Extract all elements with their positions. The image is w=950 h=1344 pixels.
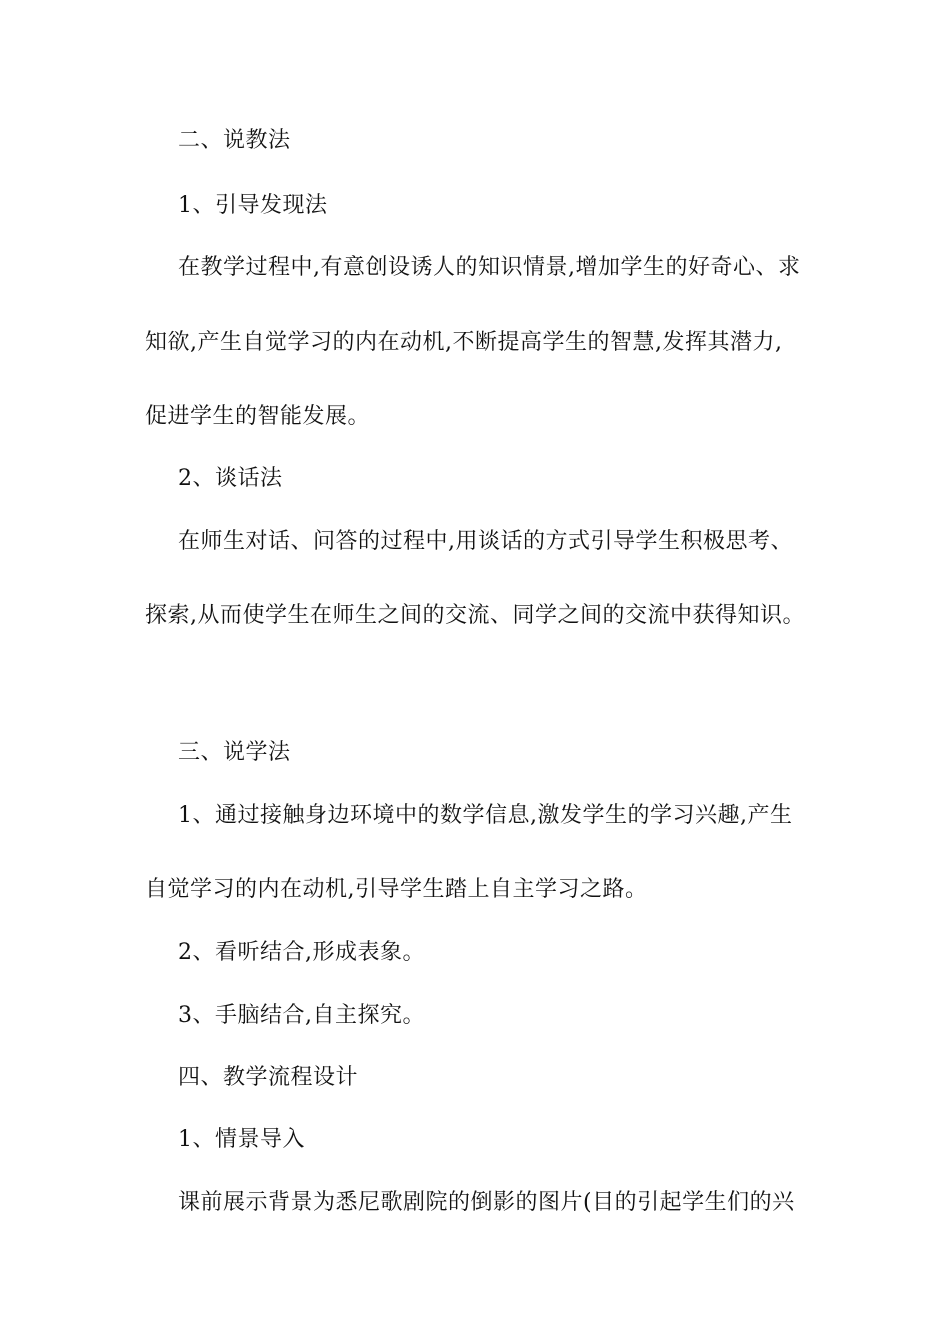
section-2-item-1-title: 1、引导发现法 [178,193,328,218]
section-3-item-2: 2、看听结合,形成表象。 [178,940,425,965]
section-4-item-1-text-line-1: 课前展示背景为悉尼歌剧院的倒影的图片(目的引起学生们的兴 [178,1190,795,1215]
section-2-item-1-text-line-1: 在教学过程中,有意创设诱人的知识情景,增加学生的好奇心、求 [178,255,801,280]
section-2-item-2-text-line-1: 在师生对话、问答的过程中,用谈话的方式引导学生积极思考、 [178,529,793,554]
section-2-item-1-text-line-2: 知欲,产生自觉学习的内在动机,不断提高学生的智慧,发挥其潜力, [145,330,783,355]
section-2-item-1-text-line-3: 促进学生的智能发展。 [145,404,371,429]
section-4-item-1-title: 1、情景导入 [178,1127,305,1152]
section-2-item-2-title: 2、谈话法 [178,466,283,491]
section-3-item-1-text-line-2: 自觉学习的内在动机,引导学生踏上自主学习之路。 [145,877,648,902]
section-3-heading: 三、说学法 [178,740,291,765]
section-2-item-2-text-line-2: 探索,从而使学生在师生之间的交流、同学之间的交流中获得知识。 [145,603,805,628]
section-3-item-1-text-line-1: 1、通过接触身边环境中的数学信息,激发学生的学习兴趣,产生 [178,803,793,828]
section-2-heading: 二、说教法 [178,128,291,153]
section-4-heading: 四、教学流程设计 [178,1065,359,1090]
section-3-item-3: 3、手脑结合,自主探究。 [178,1003,425,1028]
